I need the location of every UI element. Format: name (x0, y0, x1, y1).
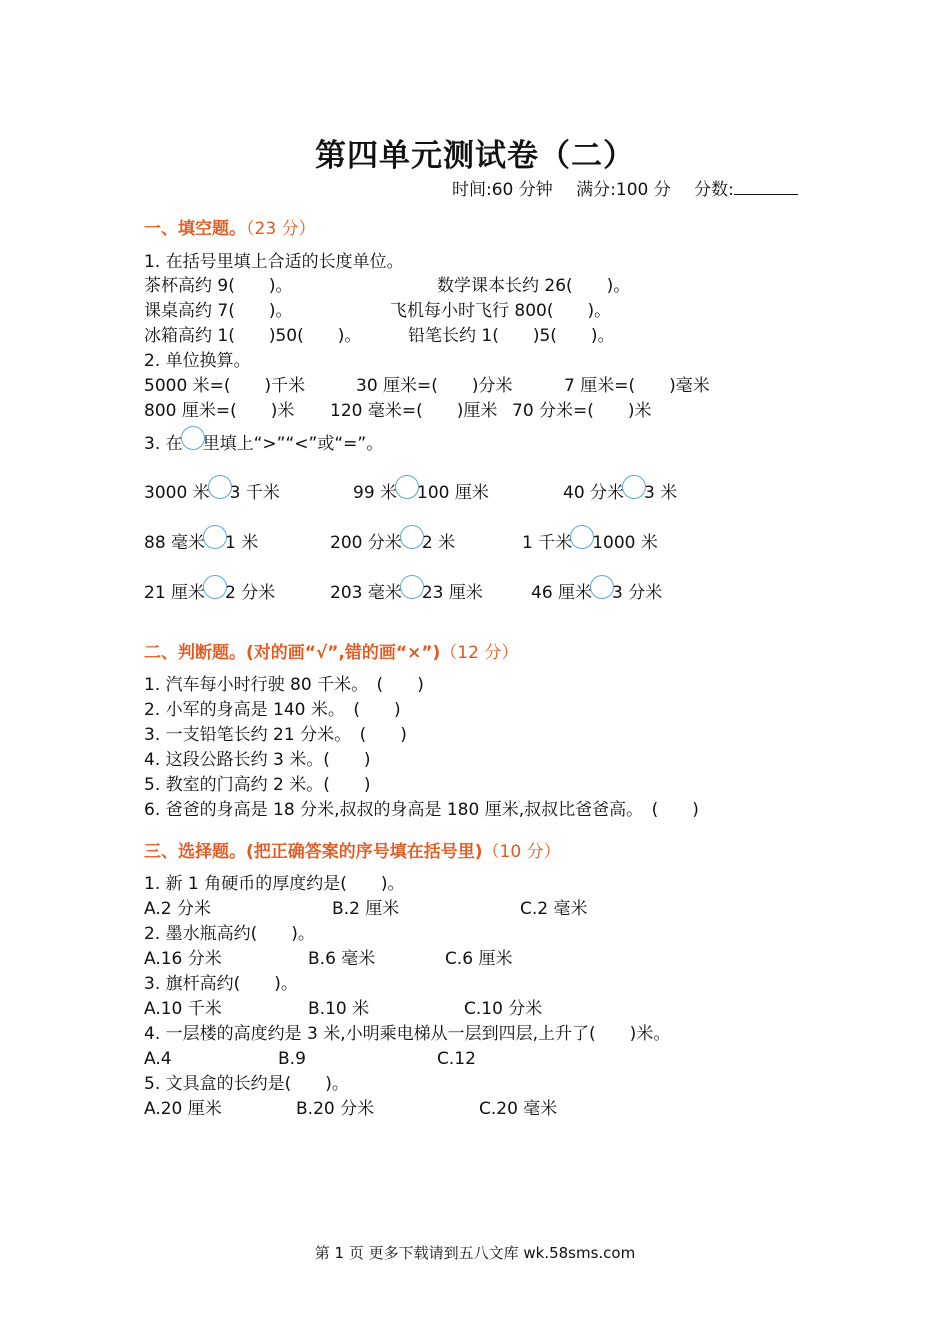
compare-right: 3 分米 (612, 583, 663, 603)
page-title: 第四单元测试卷（二） (315, 138, 635, 174)
fill-q1: 1. 在括号里填上合适的长度单位。 (144, 252, 404, 272)
score-label: 分数: (694, 180, 734, 200)
choice-q3: 3. 旗杆高约( )。 (144, 974, 298, 994)
choice-option: A.16 分米 (144, 949, 222, 969)
choice-q2: 2. 墨水瓶高约( )。 (144, 924, 315, 944)
time-label: 时间:60 分钟 (452, 180, 553, 200)
judge-item: 6. 爸爸的身高是 18 分米,叔叔的身高是 180 厘米,叔叔比爸爸高。 ( ) (144, 800, 699, 820)
compare-item (144, 581, 275, 605)
choice-q5: 5. 文具盒的长约是( )。 (144, 1074, 349, 1094)
compare-circle[interactable] (400, 525, 424, 549)
choice-option: A.2 分米 (144, 899, 211, 919)
compare-item (330, 531, 455, 555)
compare-circle[interactable] (400, 575, 424, 599)
fill-q1e: 冰箱高约 1( )50( )。 (144, 326, 362, 346)
judge-item: 4. 这段公路长约 3 米。( ) (144, 750, 371, 770)
compare-right: 3 米 (644, 483, 678, 503)
compare-left: 200 分米 (330, 533, 402, 553)
page-footer: 第 1 页 更多下载请到五八文库 wk.58sms.com (314, 1244, 636, 1262)
section-title-text: 三、选择题。(把正确答案的序号填在括号里) (144, 842, 483, 862)
compare-left: 1 千米 (522, 533, 573, 553)
compare-right: 100 厘米 (417, 483, 489, 503)
compare-left: 21 厘米 (144, 583, 206, 603)
fill-q3 (144, 432, 383, 456)
choice-option: A.20 厘米 (144, 1099, 222, 1119)
fill-q2b: 30 厘米=( )分米 (356, 376, 513, 396)
fill-q1c: 课桌高约 7( )。 (144, 301, 293, 321)
judge-item: 5. 教室的门高约 2 米。( ) (144, 775, 371, 795)
section-choice-title (144, 837, 561, 862)
exam-meta (452, 175, 798, 200)
choice-option: C.12 (437, 1049, 476, 1069)
compare-circle[interactable] (622, 475, 646, 499)
compare-item (330, 581, 483, 605)
judge-item: 1. 汽车每小时行驶 80 千米。 ( ) (144, 675, 424, 695)
compare-circle[interactable] (590, 575, 614, 599)
choice-option: C.6 厘米 (445, 949, 513, 969)
fill-q1f: 铅笔长约 1( )5( )。 (408, 326, 615, 346)
compare-right: 3 千米 (229, 483, 280, 503)
compare-left: 99 米 (353, 483, 398, 503)
compare-circle[interactable] (208, 475, 232, 499)
full-score-label: 满分:100 分 (576, 180, 671, 200)
judge-item: 3. 一支铅笔长约 21 分米。 ( ) (144, 725, 407, 745)
choice-option: B.20 分米 (296, 1099, 375, 1119)
section-score: （12 分） (440, 643, 519, 663)
compare-item (522, 531, 658, 555)
section-title-text: 二、判断题。(对的画“√”,错的画“×”) (144, 643, 441, 663)
choice-option: A.4 (144, 1049, 172, 1069)
fill-q2c: 7 厘米=( )毫米 (564, 376, 710, 396)
choice-option: C.2 毫米 (520, 899, 588, 919)
circle-icon (181, 426, 205, 450)
fill-q1b: 数学课本长约 26( )。 (437, 276, 631, 296)
section-judge-title (144, 638, 518, 663)
compare-circle[interactable] (203, 575, 227, 599)
choice-q4: 4. 一层楼的高度约是 3 米,小明乘电梯从一层到四层,上升了( )米。 (144, 1024, 671, 1044)
fill-q2: 2. 单位换算。 (144, 351, 251, 371)
q3-prefix: 3. 在 (144, 434, 183, 454)
compare-circle[interactable] (570, 525, 594, 549)
compare-item (144, 531, 258, 555)
choice-option: B.6 毫米 (308, 949, 376, 969)
compare-circle[interactable] (203, 525, 227, 549)
fill-q1a: 茶杯高约 9( )。 (144, 276, 293, 296)
choice-option: A.10 千米 (144, 999, 222, 1019)
fill-q1d: 飞机每小时飞行 800( )。 (390, 301, 612, 321)
compare-right: 23 厘米 (421, 583, 483, 603)
compare-left: 88 毫米 (144, 533, 206, 553)
compare-right: 2 米 (421, 533, 456, 553)
choice-option: B.9 (278, 1049, 306, 1069)
compare-left: 3000 米 (144, 483, 210, 503)
choice-option: C.10 分米 (464, 999, 543, 1019)
compare-left: 40 分米 (563, 483, 625, 503)
compare-circle[interactable] (395, 475, 419, 499)
choice-option: B.2 厘米 (332, 899, 400, 919)
compare-item (563, 481, 677, 505)
compare-item (144, 481, 280, 505)
compare-left: 203 毫米 (330, 583, 402, 603)
choice-q1: 1. 新 1 角硬币的厚度约是( )。 (144, 874, 405, 894)
compare-right: 1 米 (225, 533, 259, 553)
compare-item (531, 581, 662, 605)
section-fill-title (144, 214, 316, 239)
section-score: （10 分） (482, 842, 561, 862)
score-blank[interactable] (734, 180, 798, 195)
compare-right: 1000 米 (592, 533, 658, 553)
fill-q2f: 70 分米=( )米 (512, 401, 652, 421)
fill-q2a: 5000 米=( )千米 (144, 376, 306, 396)
choice-option: C.20 毫米 (479, 1099, 558, 1119)
choice-option: B.10 米 (308, 999, 370, 1019)
compare-item (353, 481, 489, 505)
q3-suffix: 里填上“>”“<”或“=”。 (202, 434, 384, 454)
judge-item: 2. 小军的身高是 140 米。 ( ) (144, 700, 401, 720)
fill-q2d: 800 厘米=( )米 (144, 401, 295, 421)
fill-q2e: 120 毫米=( )厘米 (330, 401, 498, 421)
compare-right: 2 分米 (225, 583, 276, 603)
section-score: （23 分） (246, 219, 316, 239)
section-title-text: 一、填空题。 (144, 219, 246, 239)
compare-left: 46 厘米 (531, 583, 593, 603)
